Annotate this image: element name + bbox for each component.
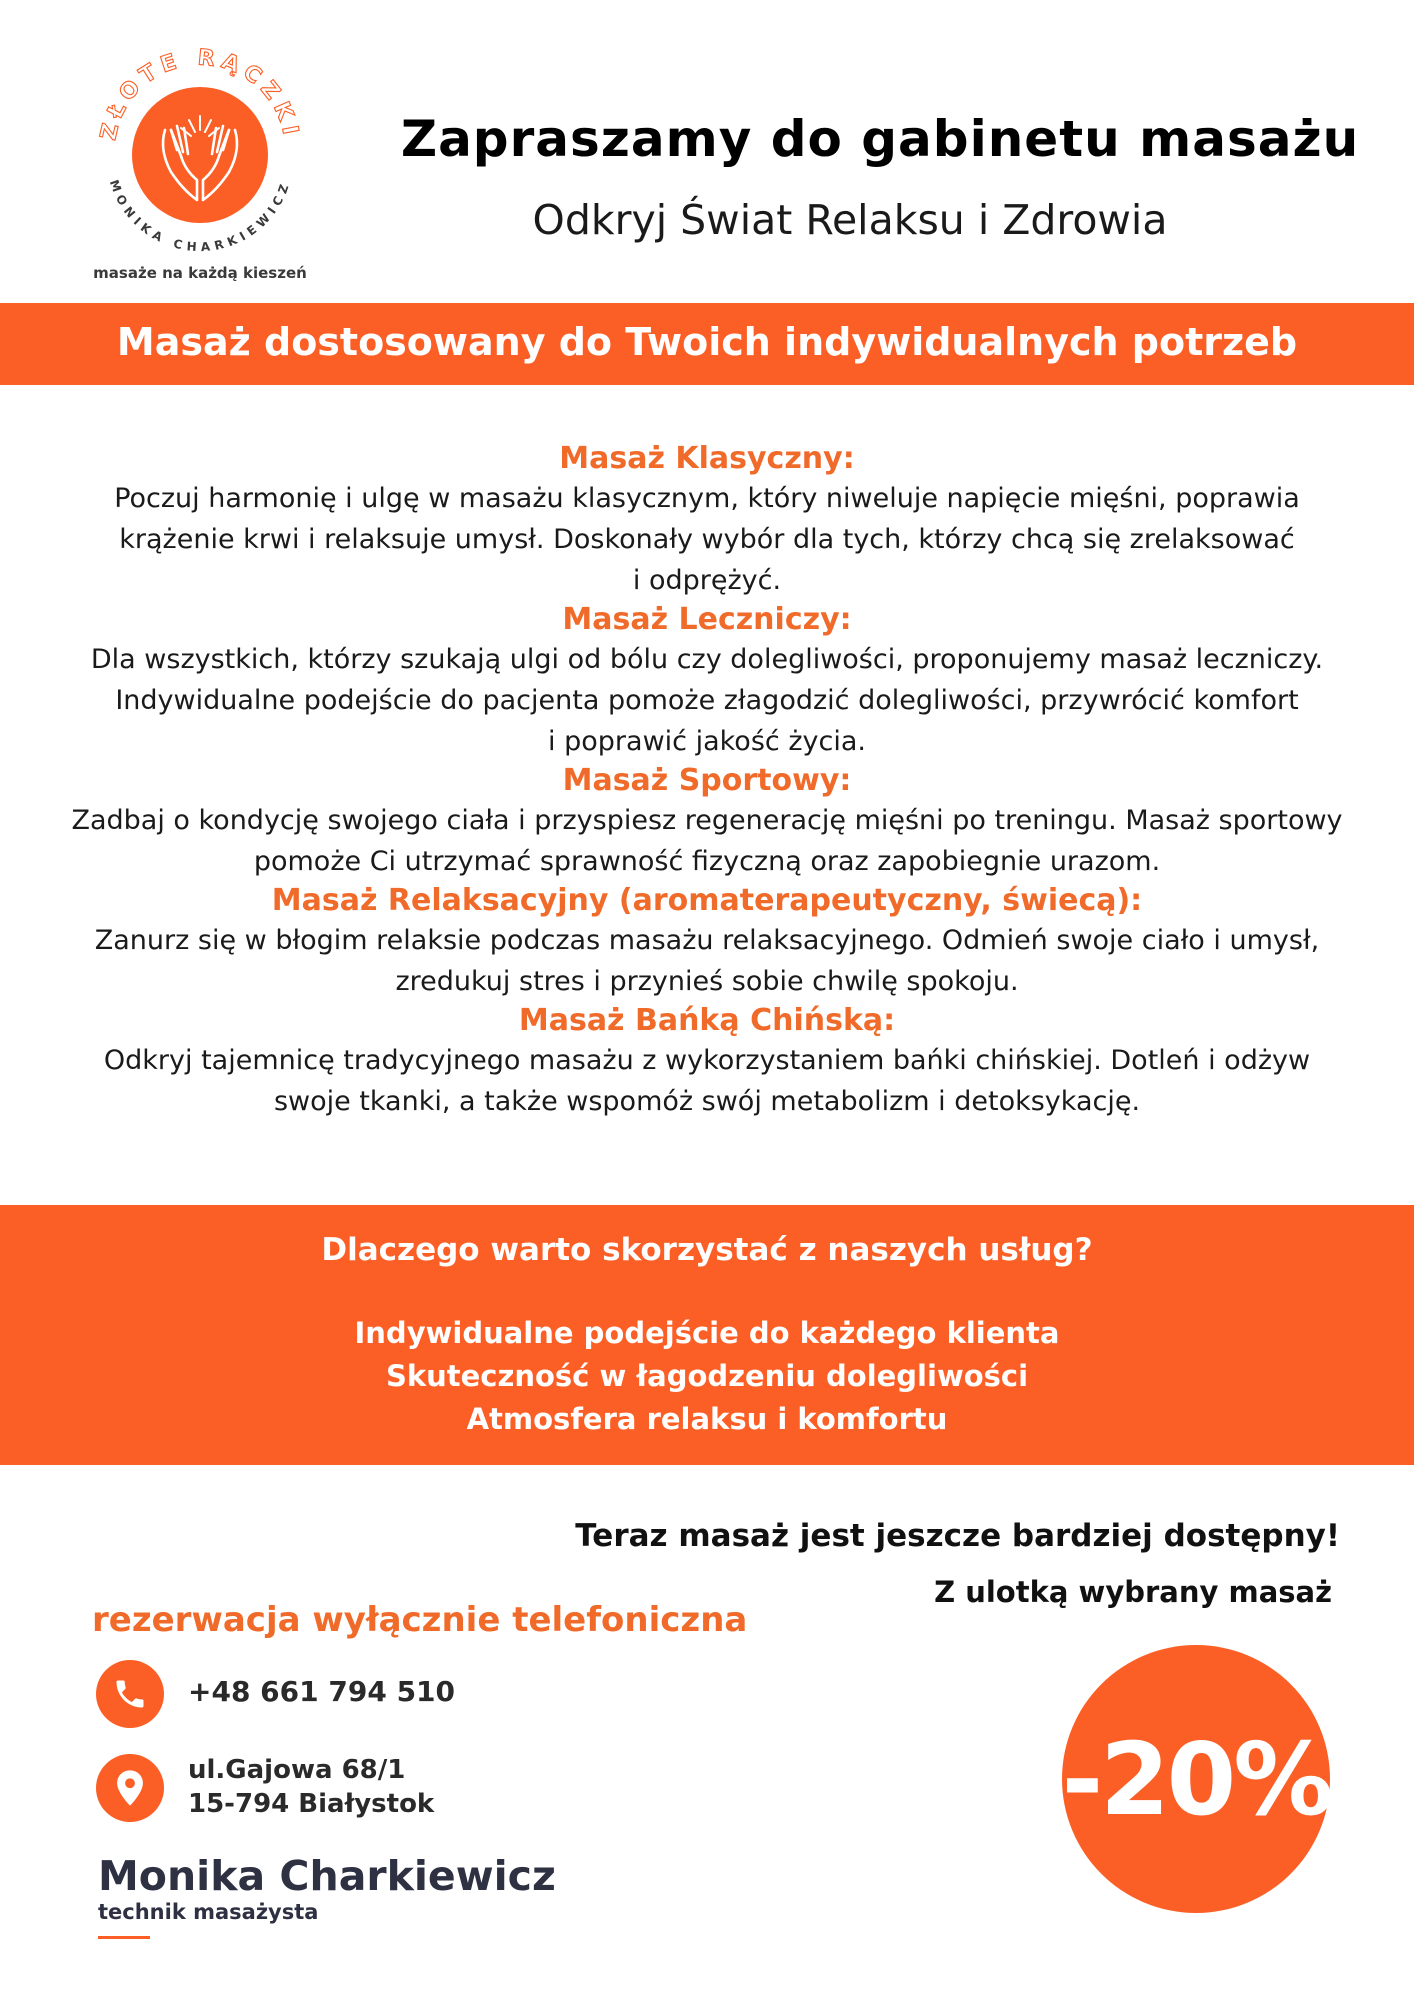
service-description-line: Zadbaj o kondycję swojego ciała i przyspiesz regenerację mięśni po treningu. Masaż sportowy xyxy=(71,805,1343,836)
why-section xyxy=(0,1228,1414,1441)
service-cupping xyxy=(40,1002,1374,1122)
service-therapeutic xyxy=(40,601,1374,762)
page-title: Zapraszamy do gabinetu masażu xyxy=(400,110,1360,168)
service-description-line: i poprawić jakość życia. xyxy=(548,726,866,757)
service-title: Masaż Bańką Chińską: xyxy=(518,1003,896,1038)
page-subtitle: Odkryj Świat Relaksu i Zdrowia xyxy=(532,196,1168,244)
service-description-line: Odkryj tajemnicę tradycyjnego masażu z wykorzystaniem bańki chińskiej. Dotleń i odżyw xyxy=(103,1045,1311,1076)
service-title: Masaż Klasyczny: xyxy=(559,441,855,476)
service-description-line: i odprężyć. xyxy=(632,565,782,596)
phone-icon xyxy=(96,1660,164,1728)
why-point: Indywidualne podejście do każdego klienta xyxy=(354,1316,1060,1350)
service-title: Masaż Leczniczy: xyxy=(562,602,852,637)
logo xyxy=(85,30,315,260)
service-description-line: zredukuj stres i przynieś sobie chwilę spokoju. xyxy=(395,966,1019,997)
therapist-role: technik masażysta xyxy=(98,1900,319,1924)
service-relaxing xyxy=(40,882,1374,1002)
reservation-note: rezerwacja wyłącznie telefoniczna xyxy=(92,1600,748,1640)
service-title: Masaż Sportowy: xyxy=(562,763,852,798)
address-street: ul.Gajowa 68/1 xyxy=(188,1755,406,1785)
logo-tagline: masaże na każdą kieszeń xyxy=(93,264,307,282)
why-point: Atmosfera relaksu i komfortu xyxy=(466,1402,948,1436)
address-city: 15-794 Białystok xyxy=(188,1789,435,1819)
signature-underline xyxy=(98,1936,150,1939)
service-description-line: Indywidualne podejście do pacjenta pomoże złagodzić dolegliwości, przywrócić komfort xyxy=(115,685,1299,716)
banner-text: Masaż dostosowany do Twoich indywidualnych potrzeb xyxy=(116,320,1298,364)
why-question: Dlaczego warto skorzystać z naszych usług? xyxy=(321,1232,1093,1268)
service-title: Masaż Relaksacyjny (aromaterapeutyczny, świecą): xyxy=(271,883,1143,918)
service-description-line: Dla wszystkich, którzy szukają ulgi od bólu czy dolegliwości, proponujemy masaż leczniczy. xyxy=(90,644,1324,675)
promo-subline: Z ulotką wybrany masaż xyxy=(934,1575,1332,1609)
service-classic xyxy=(40,440,1374,601)
phone-number[interactable]: +48 661 794 510 xyxy=(188,1675,456,1708)
service-sport xyxy=(40,762,1374,882)
why-point: Skuteczność w łagodzeniu dolegliwości xyxy=(385,1359,1029,1393)
discount-badge xyxy=(1062,1645,1330,1913)
svg-text:MONIKA CHARKIEWICZ: MONIKA CHARKIEWICZ xyxy=(106,177,294,255)
svg-text:ZŁOTE RĄCZKI: ZŁOTE RĄCZKI xyxy=(96,45,304,143)
service-description-line: Poczuj harmonię i ulgę w masażu klasycznym, który niweluje napięcie mięśni, poprawia xyxy=(114,483,1300,514)
service-description-line: swoje tkanki, a także wspomóż swój metabolizm i detoksykację. xyxy=(273,1086,1141,1117)
service-description-line: Zanurz się w błogim relaksie podczas masażu relaksacyjnego. Odmień swoje ciało i umysł, xyxy=(94,925,1320,956)
promo-headline: Teraz masaż jest jeszcze bardziej dostępny! xyxy=(575,1518,1340,1554)
therapist-name: Monika Charkiewicz xyxy=(98,1852,556,1900)
location-pin-icon xyxy=(96,1754,164,1822)
service-description-line: krążenie krwi i relaksuje umysł. Doskonały wybór dla tych, którzy chcą się zrelaksować xyxy=(119,524,1295,555)
service-description-line: pomoże Ci utrzymać sprawność fizyczną oraz zapobiegnie urazom. xyxy=(253,846,1161,877)
logo-circle xyxy=(132,87,268,223)
discount-value: -20% xyxy=(1061,1720,1331,1838)
services-list xyxy=(40,440,1374,1122)
